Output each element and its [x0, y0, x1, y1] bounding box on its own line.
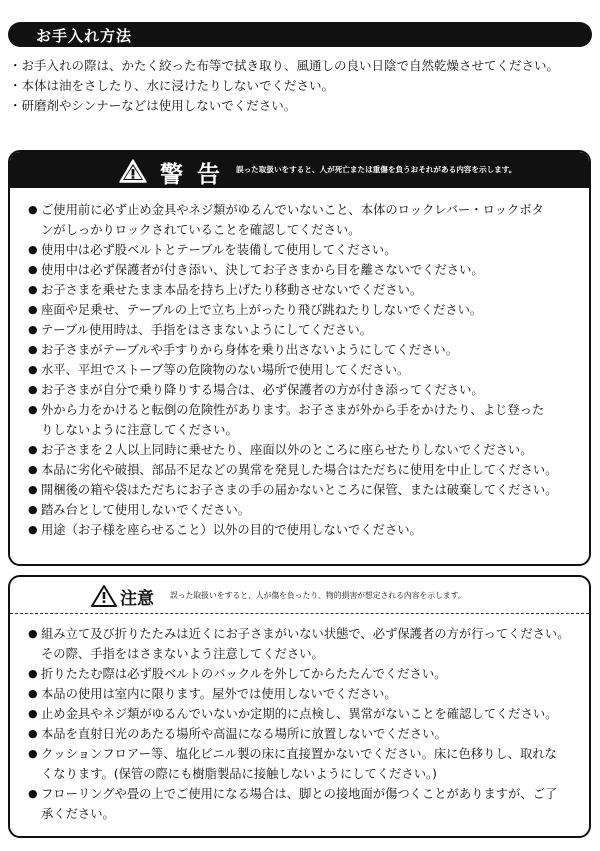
- caution-item-line: ● 止め金具やネジ類がゆるんでいないか定期的に点検し、異常がないことを確認してください。: [41, 707, 558, 721]
- warning-item: [28, 280, 588, 300]
- caution-item-line: ● クッションフロアー等、塩化ビニル製の床に直接置かないでください。床に色移りし、取れな: [41, 747, 557, 761]
- caution-list: [28, 624, 588, 824]
- caution-title: 注意: [120, 589, 154, 609]
- warning-triangle-icon: [118, 158, 148, 184]
- warning-item: [28, 200, 588, 240]
- warning-item-line: ● 本品に劣化や破損、部品不足などの異常を発見した場合はただちに使用を中止してください。: [41, 463, 558, 477]
- warning-description: 誤った取扱いをすると、人が死亡または重傷を負うおそれがある内容を示します。: [236, 165, 517, 174]
- caution-item-line: ● 折りたたむ際は必ず股ベルトのバックルを外してからたたんでください。: [41, 667, 447, 681]
- caution-item: [28, 784, 588, 824]
- caution-item: [28, 724, 588, 744]
- warning-item-line: ● テーブル使用時は、手指をはさまないようにしてください。: [41, 323, 372, 337]
- warning-item: [28, 440, 588, 460]
- warning-item-line: ● 使用中は必ず保護者が付き添い、決してお子さまから目を離さないでください。: [41, 263, 484, 277]
- warning-item: [28, 380, 588, 400]
- warning-item: [28, 320, 588, 340]
- caution-item-line: その際、手指をはさまないよう注意してください。: [41, 647, 324, 661]
- caution-item: [28, 744, 588, 784]
- warning-item-line: ● 用途（お子様を座らせること）以外の目的で使用しないでください。: [41, 523, 422, 537]
- caution-item-line: ● フローリングや畳の上でご使用になる場合は、脚との接地面が傷つくことがありますが、ご了: [41, 787, 558, 801]
- warning-item: [28, 340, 588, 360]
- warning-item: [28, 360, 588, 380]
- caution-item: [28, 684, 588, 704]
- warning-item-line: ● お子さまがテーブルや手すりから身体を乗り出さないようにしてください。: [41, 343, 458, 357]
- care-item: ・研磨剤やシンナーなどは使用しないでください。: [9, 98, 297, 113]
- caution-item-line: くなります。(保管の際にも樹脂製品に接触しないようにしてください。): [41, 767, 437, 781]
- warning-item-line: ● お子さまを乗せたまま本品を持ち上げたり移動させないでください。: [41, 283, 423, 297]
- caution-description: 誤った取扱いをすると、人が傷を負ったり、物的損害が想定される内容を示します。: [170, 591, 466, 600]
- caution-item-line: ● 組み立て及び折りたたみは近くにお子さまがいない状態で、必ず保護者の方が行ってください。: [41, 627, 570, 641]
- warning-item-line: ● 座面や足乗せ、テーブルの上で立ち上がったり飛び跳ねたりしないでください。: [41, 303, 483, 317]
- warning-item-line: ● 使用中は必ず股ベルトとテーブルを装備して使用してください。: [41, 243, 397, 257]
- caution-header: [10, 577, 589, 614]
- warning-item-line: ● お子さまが自分で乗り降りする場合は、必ず保護者の方が付き添ってください。: [41, 383, 484, 397]
- warning-box: [8, 150, 591, 566]
- warning-item-line: ● ご使用前に必ず止め金具やネジ類がゆるんでいないこと、本体のロックレバー・ロックボタ: [41, 203, 544, 217]
- warning-item: [28, 500, 588, 520]
- caution-item-line: 承ください。: [41, 807, 115, 821]
- care-item: ・本体は油をさしたり、水に浸けたりしないでください。: [9, 78, 335, 93]
- caution-item-line: ● 本品の使用は室内に限ります。屋外では使用しないでください。: [41, 687, 397, 701]
- caution-item: [28, 624, 588, 664]
- warning-item-line: ● 開梱後の箱や袋はただちにお子さまの手の届かないところに保管、または破棄してください。: [41, 483, 558, 497]
- caution-item: [28, 664, 588, 684]
- warning-item: [28, 240, 588, 260]
- warning-item-line: ● 外から力をかけると転倒の危険性があります。お子さまが外から手をかけたり、よじ登った: [41, 403, 545, 417]
- warning-item: [28, 400, 588, 440]
- care-section-title: お手入れ方法: [36, 27, 133, 45]
- care-section-header: [8, 22, 592, 47]
- caution-triangle-icon: [90, 584, 118, 608]
- warning-item: [28, 260, 588, 280]
- warning-item: [28, 520, 588, 540]
- warning-list: [28, 200, 588, 540]
- caution-box: [8, 575, 591, 838]
- care-instructions-list: [9, 56, 594, 116]
- warning-item-line: ● 踏み台として使用しないでください。: [41, 503, 251, 517]
- caution-item: [28, 704, 588, 724]
- warning-item: [28, 480, 588, 500]
- warning-item: [28, 460, 588, 480]
- caution-item-line: ● 本品を直射日光のあたる場所や高温になる場所に放置しないでください。: [41, 727, 447, 741]
- warning-title: 警告: [160, 162, 234, 188]
- warning-header: [10, 152, 589, 188]
- warning-item-line: ● お子さまを２人以上同時に乗せたり、座面以外のところに座らせたりしないでください。: [41, 443, 533, 457]
- warning-item-line: ンがしっかりロックされていることを確認してください。: [41, 223, 361, 237]
- warning-item-line: りしないように注意してください。: [41, 423, 238, 437]
- warning-item: [28, 300, 588, 320]
- care-item: ・お手入れの際は、かたく絞った布等で拭き取り、風通しの良い日陰で自然乾燥させてください。: [9, 58, 560, 73]
- warning-item-line: ● 水平、平坦でストーブ等の危険物のない場所で使用してください。: [41, 363, 410, 377]
